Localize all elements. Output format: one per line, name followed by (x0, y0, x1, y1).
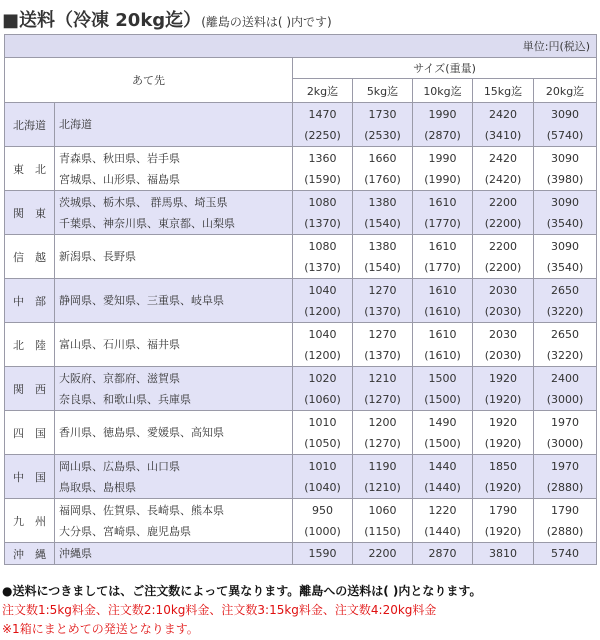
price-cell (534, 411, 597, 455)
island-price-value: (2870) (424, 128, 461, 142)
island-price-value: (3540) (546, 216, 584, 230)
price-cell (473, 367, 534, 411)
price-cell (293, 367, 353, 411)
island-price-value: (3220) (546, 304, 584, 318)
price-value: 950 (312, 503, 333, 517)
price-value: 1490 (428, 415, 457, 429)
prefecture-line: 大分県、宮崎県、鹿児島県 (59, 524, 191, 538)
price-cell (353, 499, 413, 543)
price-cell (473, 279, 534, 323)
prefecture-line: 北海道 (59, 118, 92, 131)
price-value: 1060 (368, 503, 397, 517)
price-cell (413, 279, 473, 323)
table-row (5, 499, 597, 543)
table-row (5, 543, 597, 565)
price-cell (353, 279, 413, 323)
price-cell (473, 191, 534, 235)
price-cell (353, 543, 413, 565)
island-price-value: (1540) (364, 216, 401, 230)
shipping-table (4, 34, 597, 565)
price-value: 1610 (428, 239, 457, 253)
price-value: 1190 (368, 459, 397, 473)
price-value: 2400 (551, 371, 580, 385)
island-price-value: (1770) (424, 216, 461, 230)
price-value: 1080 (308, 239, 337, 253)
size-group-header: サイズ(重量) (293, 58, 597, 79)
price-cell (293, 147, 353, 191)
region-cell: 信 越 (5, 235, 55, 279)
prefecture-line: 茨城県、栃木県、 群馬県、埼玉県 (59, 195, 228, 209)
price-cell (473, 235, 534, 279)
island-price-value: (3000) (546, 436, 584, 450)
price-value: 2200 (368, 547, 397, 560)
prefecture-line: 鳥取県、島根県 (59, 480, 136, 494)
price-cell (534, 147, 597, 191)
price-cell (473, 323, 534, 367)
price-cell (473, 543, 534, 565)
price-cell (293, 543, 353, 565)
price-cell (473, 411, 534, 455)
island-price-value: (1000) (304, 524, 341, 538)
island-price-value: (1370) (304, 216, 341, 230)
size-column-header: 15kg迄 (473, 79, 534, 103)
island-price-value: (1920) (484, 436, 522, 450)
island-price-value: (5740) (546, 128, 584, 142)
prefecture-cell (55, 279, 293, 323)
price-value: 1970 (551, 459, 580, 473)
island-price-value: (1760) (364, 172, 401, 186)
island-price-value: (1270) (364, 436, 401, 450)
page-title (2, 6, 332, 30)
price-value: 2420 (489, 107, 517, 121)
island-price-value: (3000) (546, 392, 584, 406)
price-value: 1590 (308, 547, 337, 560)
price-value: 2650 (551, 327, 580, 341)
table-row (5, 367, 597, 411)
price-value: 1970 (551, 415, 580, 429)
price-cell (534, 103, 597, 147)
island-price-value: (1920) (484, 524, 522, 538)
island-price-value: (1500) (424, 436, 461, 450)
prefecture-cell (55, 543, 293, 565)
title-main: ■送料（冷凍 20kg迄） (2, 10, 202, 31)
price-value: 1200 (368, 415, 397, 429)
unit-row (5, 35, 597, 58)
prefecture-cell (55, 411, 293, 455)
price-cell (293, 191, 353, 235)
price-value: 1990 (428, 107, 457, 121)
island-price-value: (1200) (304, 304, 341, 318)
unit-label: 単位:円(税込) (5, 35, 597, 58)
island-price-value: (1920) (484, 480, 522, 494)
price-value: 1080 (308, 195, 337, 209)
island-price-value: (1990) (424, 172, 461, 186)
title-sub: (離島の送料は( )内です) (201, 15, 332, 29)
price-value: 1790 (551, 503, 580, 517)
price-cell (413, 543, 473, 565)
island-price-value: (2530) (364, 128, 401, 142)
price-value: 1270 (368, 327, 397, 341)
island-price-value: (1040) (304, 480, 341, 494)
price-cell (293, 235, 353, 279)
price-value: 1040 (308, 283, 337, 297)
island-price-value: (3220) (546, 348, 584, 362)
prefecture-line: 岡山県、広島県、山口県 (59, 459, 180, 473)
price-cell (293, 279, 353, 323)
price-value: 2030 (489, 327, 517, 341)
price-value: 1010 (308, 459, 337, 473)
price-cell (534, 367, 597, 411)
price-value: 1360 (308, 151, 337, 165)
prefecture-line: 新潟県、長野県 (59, 250, 136, 263)
prefecture-cell (55, 455, 293, 499)
region-cell: 四 国 (5, 411, 55, 455)
island-price-value: (1590) (304, 172, 341, 186)
island-price-value: (1500) (424, 392, 461, 406)
prefecture-line: 大阪府、京都府、滋賀県 (59, 371, 180, 385)
price-cell (353, 147, 413, 191)
region-cell: 九 州 (5, 499, 55, 543)
price-value: 1380 (368, 239, 397, 253)
price-value: 2030 (489, 283, 517, 297)
prefecture-line: 奈良県、和歌山県、兵庫県 (59, 392, 191, 406)
island-price-value: (3980) (546, 172, 584, 186)
price-cell (534, 499, 597, 543)
island-price-value: (1610) (424, 304, 461, 318)
island-price-value: (2200) (484, 260, 522, 274)
price-cell (473, 455, 534, 499)
price-value: 1020 (308, 371, 337, 385)
price-cell (473, 499, 534, 543)
price-value: 1610 (428, 327, 457, 341)
region-cell: 北海道 (5, 103, 55, 147)
island-price-value: (2880) (546, 480, 584, 494)
prefecture-cell (55, 367, 293, 411)
prefecture-cell (55, 323, 293, 367)
island-price-value: (1370) (304, 260, 341, 274)
shipping-table-frame (4, 34, 596, 565)
price-cell (413, 235, 473, 279)
price-value: 3090 (551, 151, 580, 165)
region-cell: 中 国 (5, 455, 55, 499)
price-value: 1220 (428, 503, 457, 517)
price-cell (353, 103, 413, 147)
island-price-value: (2030) (484, 348, 522, 362)
region-cell: 東 北 (5, 147, 55, 191)
price-cell (353, 191, 413, 235)
table-row (5, 323, 597, 367)
island-price-value: (1770) (424, 260, 461, 274)
island-price-value: (1210) (364, 480, 401, 494)
note-line: ※1箱にまとめての発送となります。 (2, 622, 199, 636)
prefecture-line: 富山県、石川県、福井県 (59, 338, 180, 351)
prefecture-line: 沖縄県 (59, 547, 92, 560)
prefecture-cell (55, 499, 293, 543)
prefecture-line: 静岡県、愛知県、三重県、岐阜県 (59, 294, 224, 307)
price-cell (293, 455, 353, 499)
price-cell (534, 543, 597, 565)
table-row (5, 147, 597, 191)
header-row (5, 58, 597, 79)
price-value: 3810 (489, 547, 517, 560)
island-price-value: (2030) (484, 304, 522, 318)
table-row (5, 455, 597, 499)
price-value: 1610 (428, 195, 457, 209)
price-value: 2650 (551, 283, 580, 297)
price-value: 2200 (489, 195, 517, 209)
price-value: 5740 (551, 547, 580, 560)
destination-header: あて先 (5, 58, 293, 103)
region-cell: 沖 縄 (5, 543, 55, 565)
island-price-value: (3410) (484, 128, 522, 142)
prefecture-line: 香川県、徳島県、愛媛県、高知県 (59, 426, 224, 439)
island-price-value: (1150) (364, 524, 401, 538)
island-price-value: (3540) (546, 260, 584, 274)
table-row (5, 235, 597, 279)
table-row (5, 279, 597, 323)
prefecture-line: 青森県、秋田県、岩手県 (59, 151, 180, 165)
size-column-header: 20kg迄 (534, 79, 597, 103)
price-value: 1010 (308, 415, 337, 429)
price-value: 1660 (368, 151, 397, 165)
price-cell (473, 147, 534, 191)
price-value: 1850 (489, 459, 517, 473)
price-cell (534, 191, 597, 235)
price-value: 1440 (428, 459, 457, 473)
price-cell (293, 411, 353, 455)
region-cell: 中 部 (5, 279, 55, 323)
island-price-value: (2250) (304, 128, 341, 142)
price-value: 3090 (551, 107, 580, 121)
island-price-value: (1050) (304, 436, 341, 450)
price-cell (293, 323, 353, 367)
price-cell (353, 367, 413, 411)
price-value: 1210 (368, 371, 397, 385)
note-line: ●送料につきましては、ご注文数によって異なります。離島への送料は( )内となります。 (2, 584, 482, 598)
prefecture-line: 宮城県、山形県、福島県 (59, 172, 180, 186)
prefecture-line: 福岡県、佐賀県、長崎県、熊本県 (59, 503, 224, 517)
price-value: 1730 (368, 107, 397, 121)
price-value: 1920 (489, 371, 517, 385)
island-price-value: (1610) (424, 348, 461, 362)
price-value: 2870 (428, 547, 457, 560)
table-row (5, 191, 597, 235)
price-cell (353, 455, 413, 499)
price-cell (353, 411, 413, 455)
price-value: 1380 (368, 195, 397, 209)
island-price-value: (1440) (424, 480, 461, 494)
price-cell (413, 191, 473, 235)
table-row (5, 103, 597, 147)
price-cell (353, 235, 413, 279)
price-cell (534, 235, 597, 279)
island-price-value: (1440) (424, 524, 461, 538)
price-cell (353, 323, 413, 367)
price-value: 3090 (551, 239, 580, 253)
island-price-value: (2200) (484, 216, 522, 230)
price-value: 1610 (428, 283, 457, 297)
price-cell (293, 499, 353, 543)
price-cell (293, 103, 353, 147)
price-cell (534, 323, 597, 367)
island-price-value: (2880) (546, 524, 584, 538)
island-price-value: (1920) (484, 392, 522, 406)
island-price-value: (1540) (364, 260, 401, 274)
island-price-value: (1370) (364, 304, 401, 318)
region-cell: 北 陸 (5, 323, 55, 367)
price-value: 1790 (489, 503, 517, 517)
price-value: 1470 (308, 107, 337, 121)
price-cell (473, 103, 534, 147)
price-cell (413, 367, 473, 411)
price-value: 1990 (428, 151, 457, 165)
price-cell (413, 499, 473, 543)
price-value: 1270 (368, 283, 397, 297)
size-column-header: 10kg迄 (413, 79, 473, 103)
price-cell (413, 323, 473, 367)
prefecture-cell (55, 235, 293, 279)
price-value: 1920 (489, 415, 517, 429)
price-cell (413, 147, 473, 191)
price-value: 2420 (489, 151, 517, 165)
price-cell (413, 103, 473, 147)
prefecture-cell (55, 147, 293, 191)
notes (2, 582, 481, 639)
price-value: 3090 (551, 195, 580, 209)
region-cell: 関 東 (5, 191, 55, 235)
price-value: 2200 (489, 239, 517, 253)
island-price-value: (1060) (304, 392, 341, 406)
price-cell (534, 455, 597, 499)
price-cell (413, 455, 473, 499)
note-line: 注文数1:5kg料金、注文数2:10kg料金、注文数3:15kg料金、注文数4:20kg料金 (2, 603, 437, 617)
prefecture-cell (55, 103, 293, 147)
shipping-rows (5, 103, 597, 565)
island-price-value: (1200) (304, 348, 341, 362)
prefecture-line: 千葉県、神奈川県、東京都、山梨県 (59, 216, 235, 230)
prefecture-cell (55, 191, 293, 235)
price-value: 1040 (308, 327, 337, 341)
price-cell (413, 411, 473, 455)
island-price-value: (2420) (484, 172, 522, 186)
region-cell: 関 西 (5, 367, 55, 411)
size-column-header: 5kg迄 (353, 79, 413, 103)
size-column-header: 2kg迄 (293, 79, 353, 103)
table-row (5, 411, 597, 455)
island-price-value: (1270) (364, 392, 401, 406)
island-price-value: (1370) (364, 348, 401, 362)
price-value: 1500 (428, 371, 457, 385)
price-cell (534, 279, 597, 323)
